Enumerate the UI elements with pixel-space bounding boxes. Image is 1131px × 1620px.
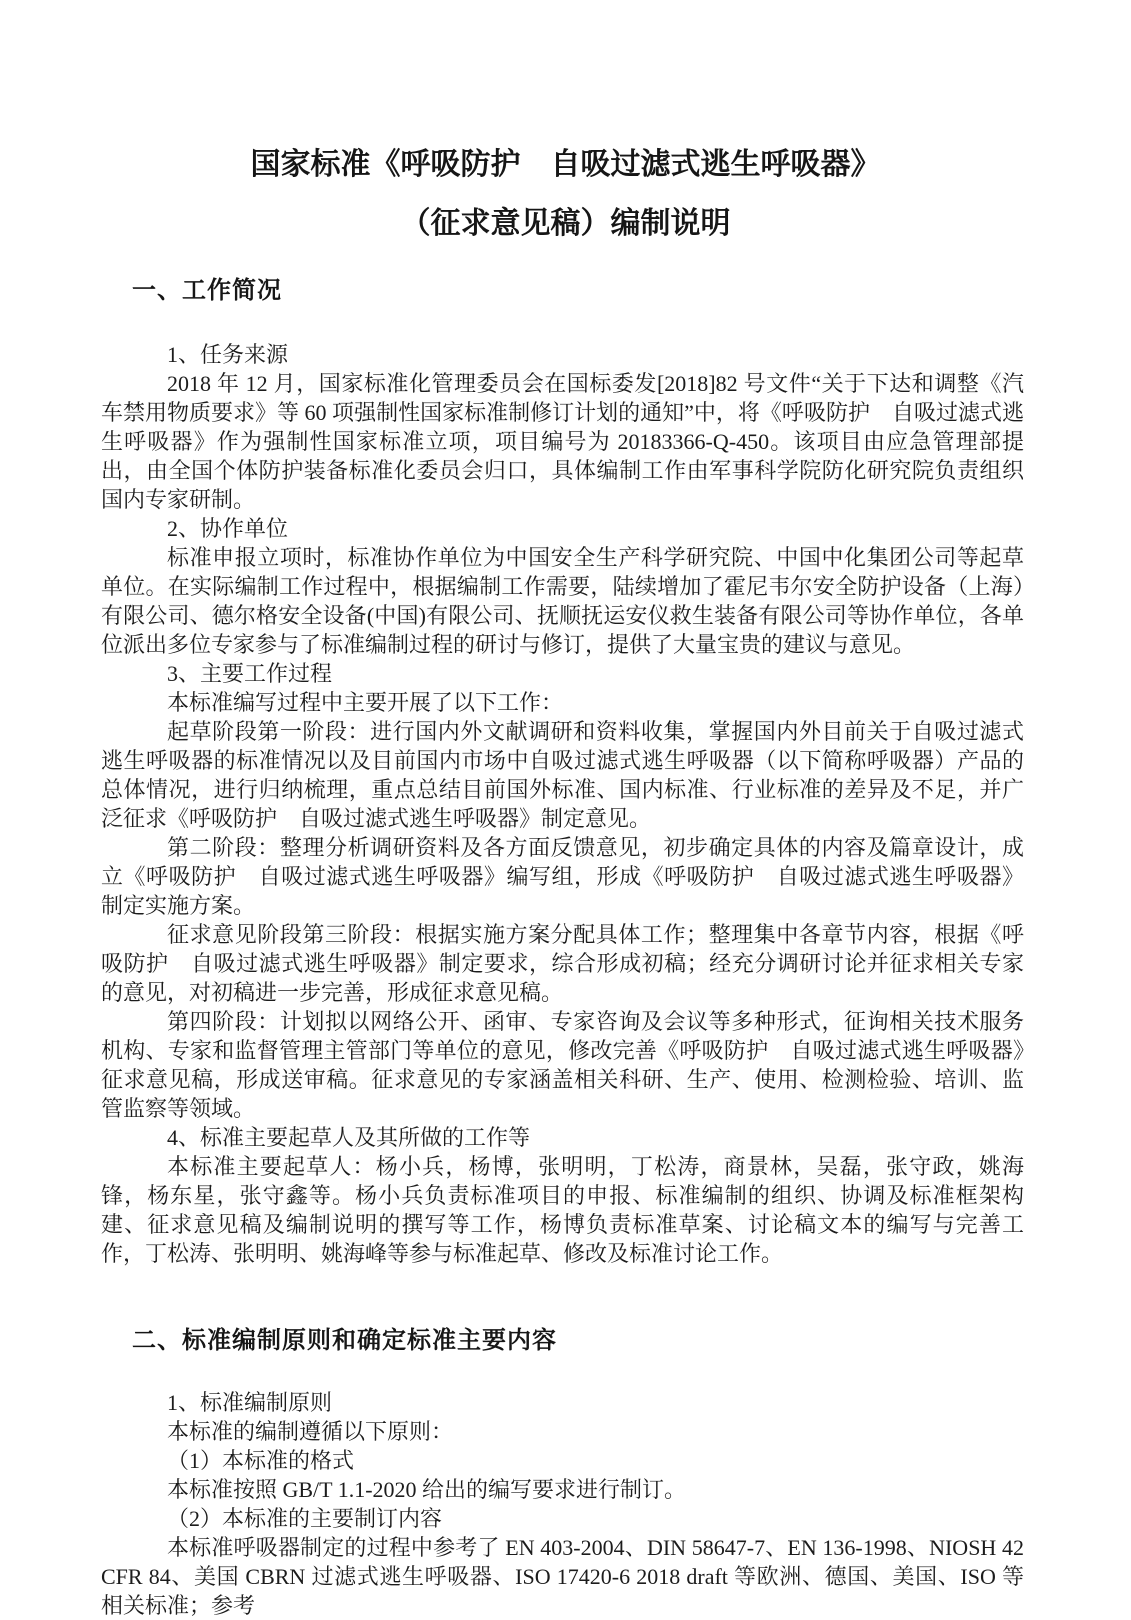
section-drafting-principles	[101, 1328, 1024, 1619]
paragraph-work-process-intro: 本标准编写过程中主要开展了以下工作：	[167, 690, 564, 716]
section-work-overview	[101, 278, 1024, 1268]
paragraph-drafters-body: 本标准主要起草人：杨小兵，杨博，张明明，丁松涛，商景林，吴磊，张守政，姚海锋，杨东星，张守鑫等。杨小兵负责标准项目的申报、标准编制的组织、协调及标准框架构建、征求意见稿及编制说明的撰写等工作，杨博负责标准草案、讨论稿文本的编写与完善工作，丁松涛、张明明、姚海峰等参与标准起草、修改及标准讨论工作。	[101, 1154, 1024, 1267]
paragraph-main-content-body: 本标准呼吸器制定的过程中参考了 EN 403-2004、DIN 58647-7、EN 136-1998、NIOSH 42 CFR 84、美国 CBRN 过滤式逃生呼吸器、ISO 17420-6 2018 draft 等欧洲、德国、美国、ISO 等相关标准；参考	[101, 1534, 1024, 1618]
section-1-heading: 一、工作简况	[132, 277, 282, 304]
paragraph-task-source-label: 1、任务来源	[167, 342, 289, 368]
paragraph-principles-label: 1、标准编制原则	[167, 1389, 333, 1415]
paragraph-work-process-label: 3、主要工作过程	[167, 661, 333, 687]
paragraph-cooperating-units-label: 2、协作单位	[167, 516, 289, 542]
paragraph-stage-3: 征求意见阶段第三阶段：根据实施方案分配具体工作；整理集中各章节内容，根据《呼吸防护 自吸过滤式逃生呼吸器》制定要求，综合形成初稿；经充分调研讨论并征求相关专家的意见，对初稿进一步完善，形成征求意见稿。	[101, 922, 1024, 1006]
paragraph-stage-1: 起草阶段第一阶段：进行国内外文献调研和资料收集，掌握国内外目前关于自吸过滤式逃生呼吸器的标准情况以及目前国内市场中自吸过滤式逃生呼吸器（以下简称呼吸器）产品的总体情况，进行归纳梳理，重点总结目前国外标准、国内标准、行业标准的差异及不足，并广泛征求《呼吸防护 自吸过滤式逃生呼吸器》制定意见。	[101, 719, 1024, 832]
paragraph-stage-4: 第四阶段：计划拟以网络公开、函审、专家咨询及会议等多种形式，征询相关技术服务机构、专家和监督管理主管部门等单位的意见，修改完善《呼吸防护 自吸过滤式逃生呼吸器》征求意见稿，形成送审稿。征求意见的专家涵盖相关科研、生产、使用、检测检验、培训、监管监察等领域。	[101, 1009, 1024, 1122]
document-title-line2: （征求意见稿）编制说明	[400, 207, 731, 240]
paragraph-principles-intro: 本标准的编制遵循以下原则：	[167, 1418, 454, 1444]
paragraph-drafters-label: 4、标准主要起草人及其所做的工作等	[167, 1125, 531, 1151]
document-header	[0, 0, 1131, 240]
document-title-line1: 国家标准《呼吸防护 自吸过滤式逃生呼吸器》	[250, 148, 881, 181]
paragraph-format-label: （1）本标准的格式	[167, 1447, 355, 1473]
paragraph-task-source-body: 2018 年 12 月，国家标准化管理委员会在国标委发[2018]82 号文件“关于下达和调整《汽车禁用物质要求》等 60 项强制性国家标准制修订计划的通知”中，将《呼吸防护 自吸过滤式逃生呼吸器》作为强制性国家标准立项，项目编号为 20183366-Q-450。该项目由应急管理部提出，由全国个体防护装备标准化委员会归口，具体编制工作由军事科学院防化研究院负责组织国内专家研制。	[101, 371, 1024, 513]
paragraph-stage-2: 第二阶段：整理分析调研资料及各方面反馈意见，初步确定具体的内容及篇章设计，成立《呼吸防护 自吸过滤式逃生呼吸器》编写组，形成《呼吸防护 自吸过滤式逃生呼吸器》制定实施方案。	[101, 835, 1024, 919]
paragraph-main-content-label: （2）本标准的主要制订内容	[167, 1505, 443, 1531]
section-2-heading: 二、标准编制原则和确定标准主要内容	[132, 1327, 557, 1355]
paragraph-cooperating-units-body: 标准申报立项时，标准协作单位为中国安全生产科学研究院、中国中化集团公司等起草单位。在实际编制工作过程中，根据编制工作需要，陆续增加了霍尼韦尔安全防护设备（上海）有限公司、德尔格安全设备(中国)有限公司、抚顺抚运安仪救生装备有限公司等协作单位，各单位派出多位专家参与了标准编制过程的研讨与修订，提供了大量宝贵的建议与意见。	[101, 545, 1024, 658]
document-body	[0, 278, 1131, 1620]
paragraph-format-body: 本标准按照 GB/T 1.1-2020 给出的编写要求进行制订。	[167, 1476, 687, 1502]
